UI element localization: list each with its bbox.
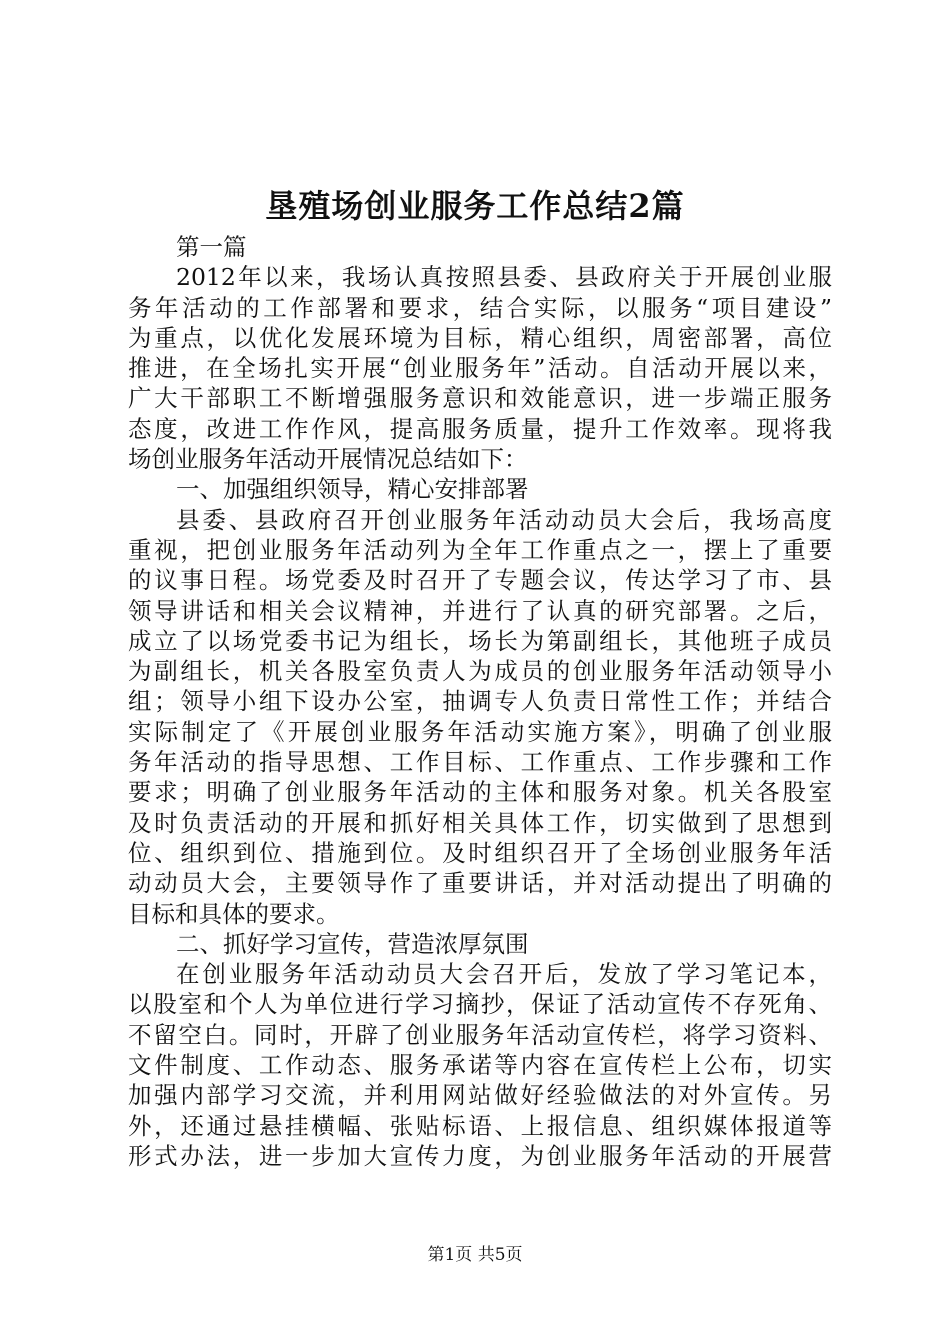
paragraph-line: 形式办法，进一步加大宣传力度，为创业服务年活动的开展营 [128, 1141, 832, 1170]
paragraph-line: 为重点，以优化发展环境为目标，精心组织，周密部署，高位 [128, 323, 832, 352]
paragraph-line: 文件制度、工作动态、服务承诺等内容在宣传栏上公布，切实 [128, 1051, 832, 1080]
paragraph-line: 广大干部职工不断增强服务意识和效能意识，进一步端正服务 [128, 384, 832, 413]
paragraph-line: 实际制定了《开展创业服务年活动实施方案》，明确了创业服 [128, 717, 832, 746]
document-body [128, 232, 832, 1171]
paragraph-line: 组；领导小组下设办公室，抽调专人负责日常性工作；并结合 [128, 687, 832, 716]
paragraph-line: 场创业服务年活动开展情况总结如下： [128, 445, 528, 474]
paragraph-line: 在创业服务年活动动员大会召开后，发放了学习笔记本， [176, 960, 832, 989]
section-heading-part-one: 第一篇 [176, 233, 247, 261]
paragraph-line: 县委、县政府召开创业服务年活动动员大会后，我场高度 [176, 505, 832, 534]
page-footer: 第1页 共5页 [427, 1245, 523, 1265]
paragraph-line: 成立了以场党委书记为组长，场长为第副组长，其他班子成员 [128, 626, 832, 655]
paragraph-line: 务年活动的指导思想、工作目标、工作重点、工作步骤和工作 [128, 748, 832, 777]
section-heading-publicity: 二、抓好学习宣传，营造浓厚氛围 [176, 929, 529, 958]
paragraph-line: 领导讲话和相关会议精神，并进行了认真的研究部署。之后， [128, 596, 832, 625]
paragraph-line: 目标和具体的要求。 [128, 899, 340, 928]
paragraph-line: 推进，在全场扎实开展“创业服务年”活动。自活动开展以来， [128, 354, 832, 383]
paragraph-line: 不留空白。同时，开辟了创业服务年活动宣传栏，将学习资料、 [128, 1020, 832, 1049]
paragraph-line: 的议事日程。场党委及时召开了专题会议，传达学习了市、县 [128, 566, 832, 595]
document-title: 垦殖场创业服务工作总结2篇 [265, 187, 685, 225]
section-heading-organization: 一、加强组织领导，精心安排部署 [176, 475, 529, 504]
paragraph-line: 位、组织到位、措施到位。及时组织召开了全场创业服务年活 [128, 838, 832, 867]
paragraph-line: 外，还通过悬挂横幅、张贴标语、上报信息、组织媒体报道等 [128, 1111, 832, 1140]
paragraph-line: 及时负责活动的开展和抓好相关具体工作，切实做到了思想到 [128, 808, 832, 837]
paragraph-line: 加强内部学习交流，并利用网站做好经验做法的对外宣传。另 [128, 1081, 832, 1110]
paragraph-line: 以股室和个人为单位进行学习摘抄，保证了活动宣传不存死角、 [128, 990, 832, 1019]
paragraph-line: 动动员大会，主要领导作了重要讲话，并对活动提出了明确的 [128, 869, 832, 898]
paragraph-line: 态度，改进工作作风，提高服务质量，提升工作效率。现将我 [128, 414, 832, 443]
paragraph-line: 为副组长，机关各股室负责人为成员的创业服务年活动领导小 [128, 657, 832, 686]
paragraph-line: 2012年以来，我场认真按照县委、县政府关于开展创业服 [176, 263, 832, 292]
paragraph-line: 重视，把创业服务年活动列为全年工作重点之一，摆上了重要 [128, 535, 832, 564]
paragraph-line: 要求；明确了创业服务年活动的主体和服务对象。机关各股室 [128, 778, 832, 807]
paragraph-line: 务年活动的工作部署和要求，结合实际，以服务“项目建设” [128, 293, 832, 322]
